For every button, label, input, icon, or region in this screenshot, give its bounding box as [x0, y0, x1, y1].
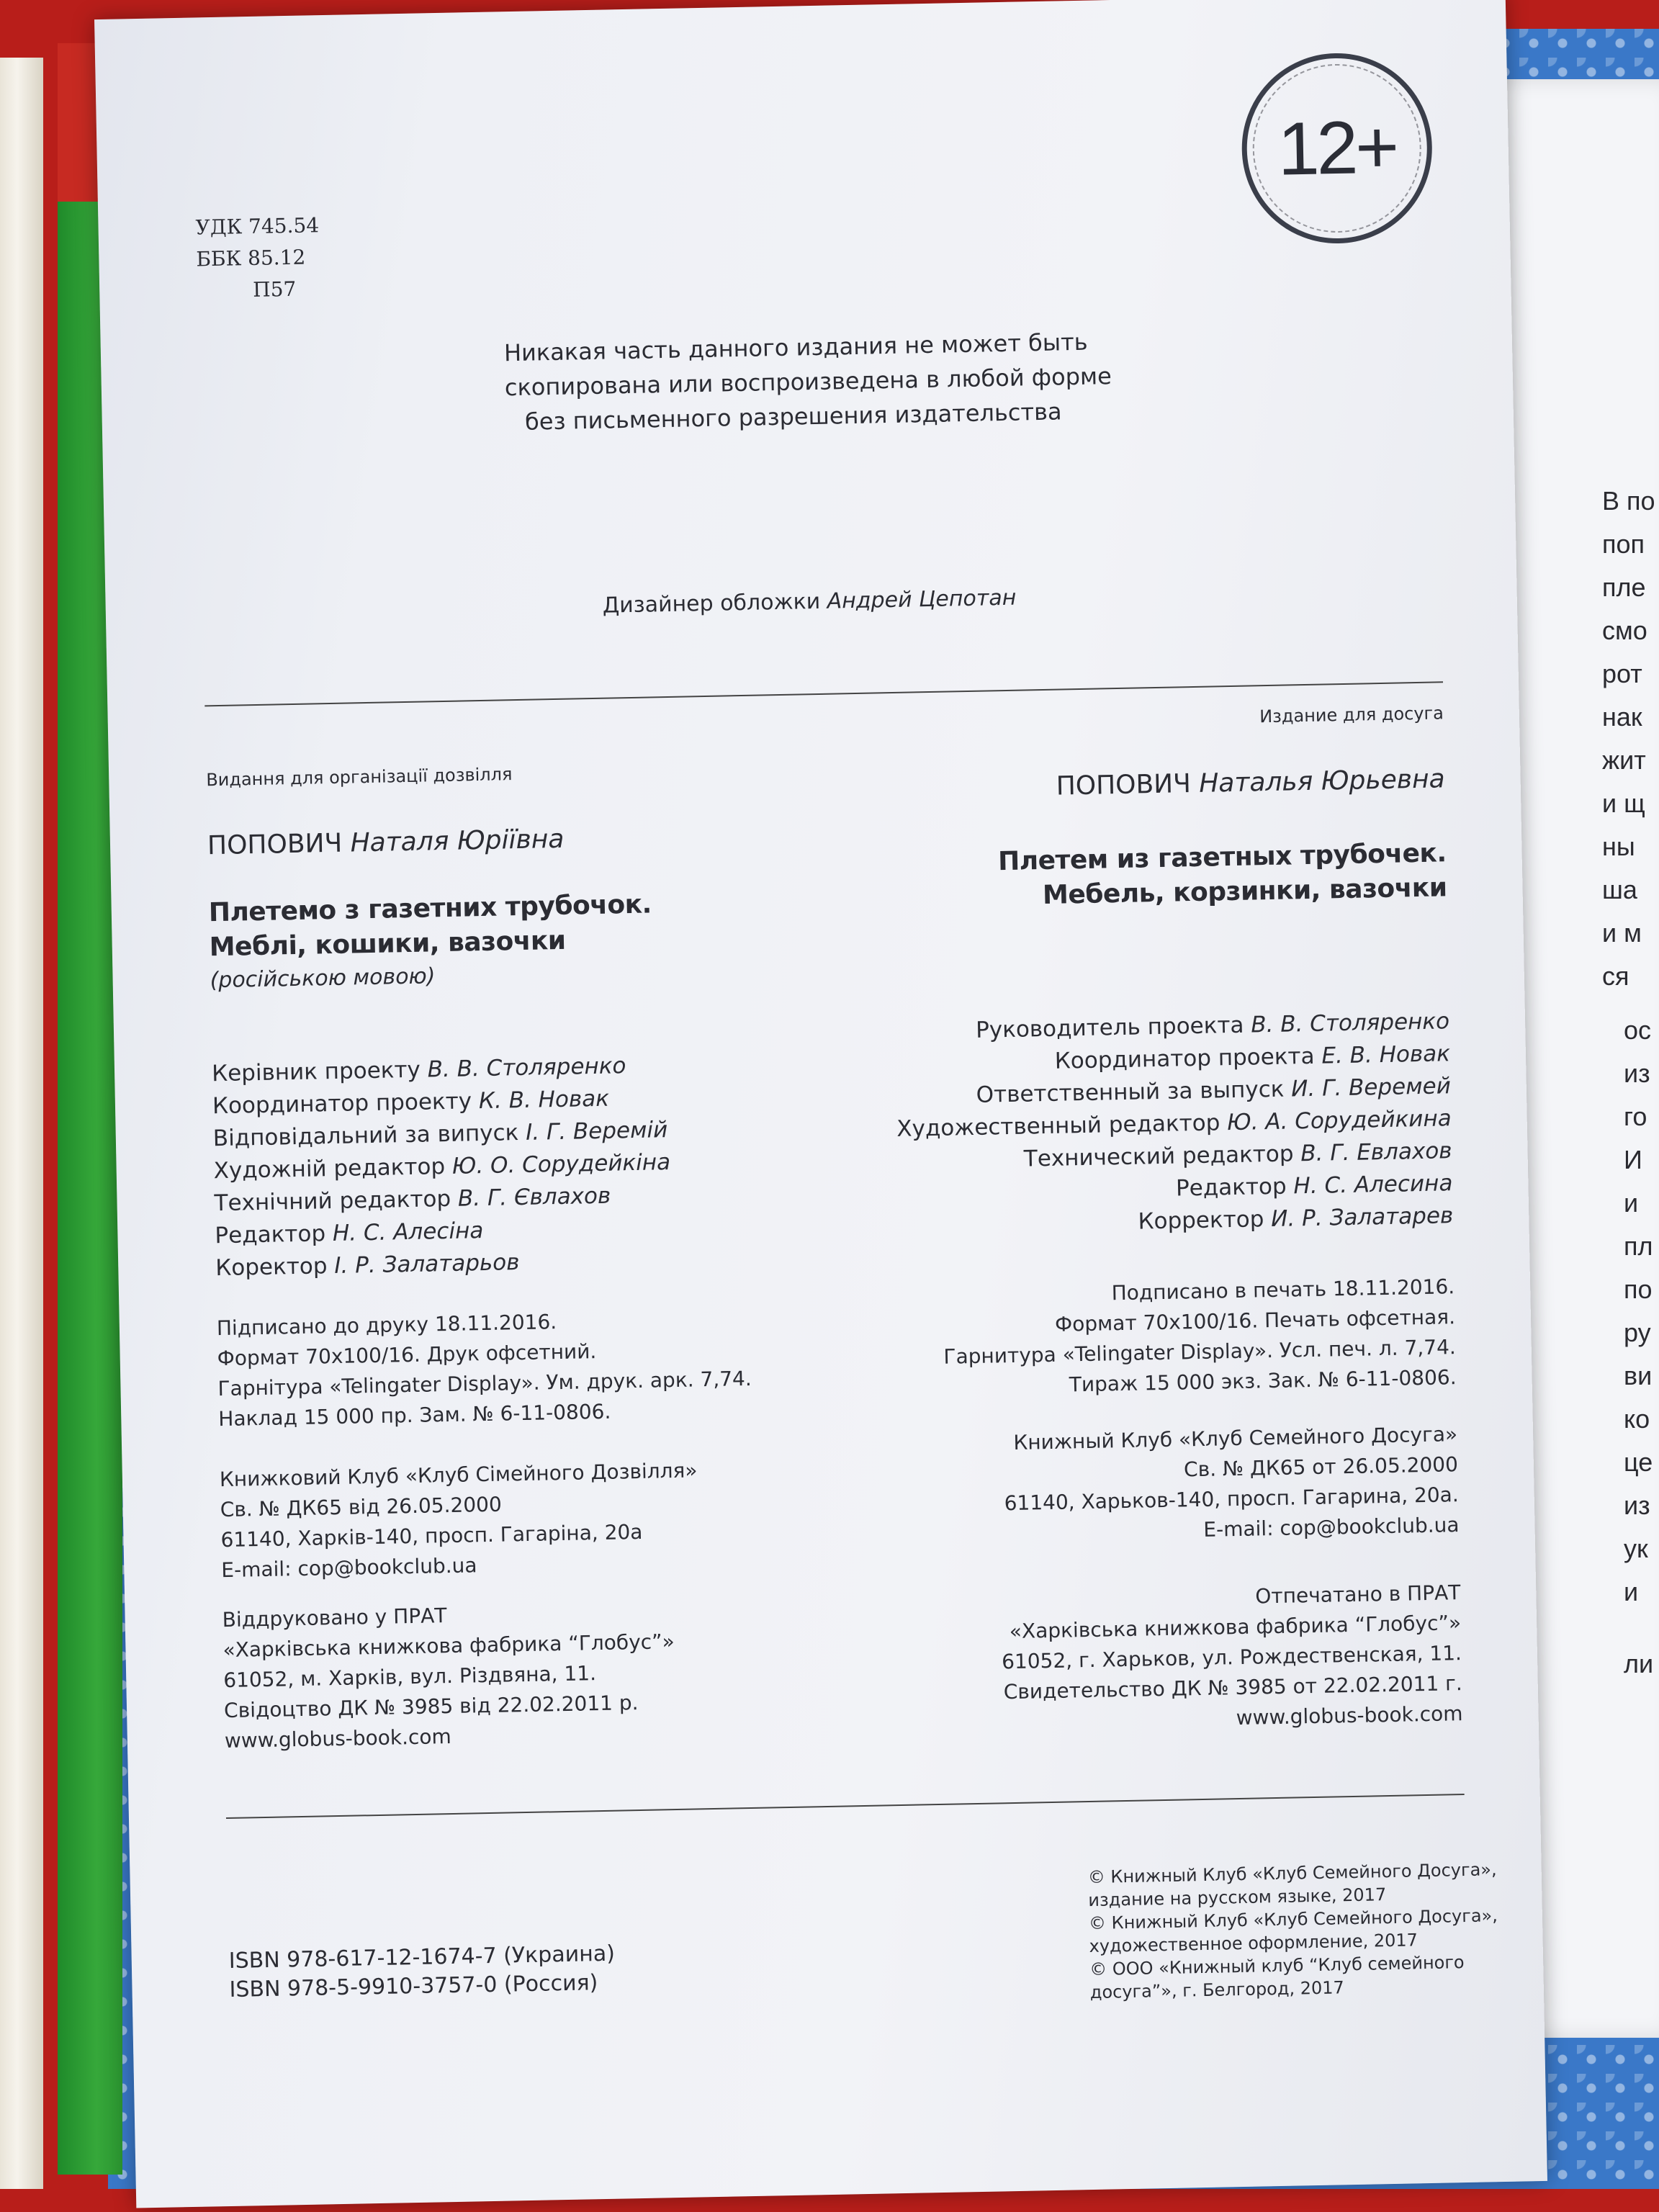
facing-page-text-fragment: И: [1624, 1145, 1642, 1174]
printer-line: 61052, м. Харків, вул. Різдвяна, 11.: [222, 1661, 597, 1693]
crew-role: Руководитель проекта: [975, 1012, 1244, 1043]
crew-name: В. Г. Євлахов: [457, 1182, 611, 1212]
facing-page-text-fragment: ша: [1602, 875, 1637, 904]
ua-publisher: [220, 1455, 700, 1586]
notice-line: без письменного разрешения издательства: [524, 397, 1062, 436]
publisher-line: Книжный Клуб «Клуб Семейного Досуга»: [1013, 1422, 1458, 1455]
facing-page-text-fragment: ли: [1624, 1649, 1654, 1678]
crew-role: Коректор: [215, 1253, 328, 1282]
copyright-line: © ООО «Книжный клуб “Клуб семейного: [1089, 1952, 1465, 1980]
crew-role: Редактор: [1175, 1173, 1287, 1202]
printer-line: Віддруковано у ПРАТ: [222, 1604, 447, 1632]
facing-page-text-fragment: пл: [1624, 1231, 1653, 1261]
bbk-code: ББК 85.12: [196, 245, 306, 271]
crew-name: В. Г. Евлахов: [1300, 1138, 1452, 1167]
facing-page-text-fragment: из: [1624, 1491, 1650, 1520]
ua-author: ПОПОВИЧ Наталя Юріївна: [207, 824, 565, 861]
age-rating: 12+: [1277, 104, 1398, 192]
divider-bottom: [226, 1794, 1465, 1819]
facing-page-text-fragment: жит: [1602, 745, 1646, 775]
crew-role: Координатор проекту: [212, 1088, 472, 1120]
facing-page-text-fragment: ви: [1624, 1361, 1653, 1390]
crew-name: Е. В. Новак: [1321, 1040, 1451, 1069]
facing-page-text-fragment: це: [1624, 1447, 1653, 1477]
printer-line: www.globus-book.com: [224, 1725, 452, 1753]
facing-page-text-fragment: и щ: [1602, 788, 1645, 818]
copyright-notice: [503, 325, 1112, 439]
facing-page-text-fragment: рот: [1602, 659, 1642, 688]
facing-page-text-fragment: ру: [1624, 1318, 1651, 1347]
printer-line: «Харківська книжкова фабрика “Глобус”»: [222, 1629, 675, 1663]
crew-role: Технічний редактор: [214, 1185, 451, 1217]
crew-role: Ответственный за выпуск: [976, 1076, 1285, 1108]
facing-page-text-fragment: В по: [1602, 486, 1655, 516]
publisher-line: 61140, Харків-140, просп. Гагаріна, 20а: [220, 1519, 643, 1552]
facing-page-text-fragment: и м: [1602, 918, 1642, 948]
print-info-line: Гарнітура «Telingater Display». Ум. друк. арк. 7,74.: [217, 1366, 752, 1401]
crew-role: Редактор: [215, 1220, 326, 1249]
crew-name: И. Г. Веремей: [1290, 1073, 1452, 1102]
crew-role: Відповідальний за випуск: [212, 1120, 519, 1152]
print-info-line: Формат 70х100/16. Печать офсетная.: [1054, 1305, 1456, 1336]
copyright-line: досуга”», г. Белгород, 2017: [1089, 1977, 1345, 2003]
print-info-line: Тираж 15 000 экз. Зак. № 6-11-0806.: [1069, 1365, 1457, 1397]
printer-line: Свідоцтво ДК № 3985 від 22.02.2011 р.: [223, 1691, 639, 1723]
crew-role: Технический редактор: [1023, 1141, 1294, 1172]
facing-page-text-fragment: и: [1624, 1577, 1639, 1606]
crew-name: Н. С. Алесіна: [332, 1218, 484, 1247]
crew-name: І. Р. Залатарьов: [333, 1249, 520, 1280]
ru-edition-type: Издание для досуга: [1259, 703, 1444, 727]
isbn-block: [228, 1940, 616, 2005]
publisher-line: E-mail: cop@bookclub.ua: [221, 1553, 477, 1583]
book-page-stack: [0, 58, 43, 2189]
ua-crew-list: [212, 1049, 673, 1285]
isbn-ukraine: ISBN 978-617-12-1674-7 (Украина): [228, 1941, 616, 1974]
notice-line: Никакая часть данного издания не может быть: [503, 328, 1088, 367]
publisher-line: Св. № ДК65 від 26.05.2000: [220, 1492, 503, 1522]
facing-page-text-fragment: поп: [1602, 529, 1645, 559]
copyright-block: [1087, 1858, 1498, 2004]
print-info-line: Підписано до друку 18.11.2016.: [216, 1310, 557, 1341]
ua-print-info: [217, 1303, 752, 1434]
crew-role: Керівник проекту: [211, 1056, 421, 1087]
printer-line: «Харківська книжкова фабрика “Глобус”»: [1009, 1611, 1462, 1644]
crew-name: В. В. Столяренко: [427, 1053, 626, 1083]
crew-name: І. Г. Веремій: [525, 1117, 668, 1146]
publisher-line: 61140, Харьков-140, просп. Гагарина, 20а.: [1004, 1483, 1459, 1516]
age-rating-stamp: [1240, 51, 1434, 245]
ru-title: Плетем из газетных трубочек. Мебель, корзинки, вазочки: [997, 838, 1447, 911]
udk-block: [195, 210, 320, 307]
author-mark: П57: [252, 276, 297, 302]
facing-page-text-fragment: по: [1624, 1274, 1653, 1304]
udk-code: УДК 745.54: [195, 213, 320, 240]
printer-line: 61052, г. Харьков, ул. Рождественская, 11.: [1001, 1641, 1462, 1674]
facing-page-text-fragment: го: [1624, 1102, 1647, 1131]
cover-designer: [602, 585, 1016, 619]
printer-line: www.globus-book.com: [1236, 1701, 1463, 1730]
copyright-line: художественное оформление, 2017: [1089, 1930, 1419, 1957]
facing-page-text-fragment: ся: [1602, 961, 1629, 991]
crew-name: И. Р. Залатарев: [1270, 1202, 1454, 1233]
ru-printer: [1000, 1578, 1463, 1737]
facing-page-text-fragment: ко: [1624, 1404, 1650, 1434]
designer-label: Дизайнер обложки: [602, 588, 821, 619]
ua-edition-type: Видання для організації дозвілля: [206, 764, 513, 791]
facing-page-text-fragment: нак: [1602, 702, 1642, 732]
ru-publisher: [1003, 1419, 1460, 1549]
publisher-line: Книжковий Клуб «Клуб Сімейного Дозвілля»: [219, 1458, 698, 1492]
crew-role: Корректор: [1138, 1206, 1264, 1235]
facing-page-text-fragment: и: [1624, 1188, 1639, 1218]
copyright-line: © Книжный Клуб «Клуб Семейного Досуга»,: [1087, 1859, 1497, 1888]
ru-print-info: [942, 1272, 1457, 1403]
print-info-line: Формат 70х100/16. Друк офсетний.: [217, 1339, 597, 1371]
print-info-line: Гарнитура «Telingater Display». Усл. печ. л. 7,74.: [943, 1335, 1457, 1369]
ua-printer: [222, 1596, 676, 1756]
notice-line: скопирована или воспроизведена в любой форме: [504, 362, 1112, 402]
crew-name: В. В. Столяренко: [1250, 1008, 1450, 1038]
crew-name: К. В. Новак: [478, 1085, 610, 1115]
crew-role: Художній редактор: [213, 1154, 446, 1184]
designer-name: Андрей Цепотан: [827, 585, 1017, 614]
divider-top: [204, 681, 1443, 706]
print-info-line: Подписано в печать 18.11.2016.: [1111, 1274, 1455, 1305]
facing-page-text-fragment: ук: [1624, 1534, 1648, 1563]
copyright-line: © Книжный Клуб «Клуб Семейного Досуга»,: [1088, 1905, 1498, 1934]
printer-line: Отпечатано в ПРАТ: [1255, 1581, 1461, 1609]
facing-page-text-fragment: ны: [1602, 832, 1635, 861]
ru-author: ПОПОВИЧ Наталья Юрьевна: [1056, 764, 1445, 801]
isbn-russia: ISBN 978-5-9910-3757-0 (Россия): [229, 1970, 598, 2002]
ru-crew-list: [894, 1005, 1453, 1243]
imprint-page: [94, 0, 1547, 2208]
copyright-line: издание на русском языке, 2017: [1088, 1884, 1387, 1911]
facing-page-text-fragment: ос: [1624, 1015, 1652, 1045]
facing-page-text-fragment: пле: [1602, 572, 1646, 602]
crew-name: Ю. А. Сорудейкина: [1226, 1105, 1452, 1136]
facing-page-text-fragment: из: [1624, 1058, 1650, 1088]
crew-name: Ю. О. Сорудейкіна: [451, 1149, 671, 1179]
crew-role: Координатор проекта: [1054, 1043, 1315, 1074]
ua-title: Плетемо з газетних трубочок. Меблі, кошики, вазочки: [208, 889, 652, 963]
ua-language-note: (російською мовою): [210, 963, 436, 994]
printer-line: Свидетельство ДК № 3985 от 22.02.2011 г.: [1003, 1671, 1463, 1704]
publisher-line: E-mail: cop@bookclub.ua: [1203, 1513, 1460, 1542]
publisher-line: Св. № ДК65 от 26.05.2000: [1183, 1452, 1459, 1482]
print-info-line: Наклад 15 000 пр. Зам. № 6-11-0806.: [218, 1399, 611, 1431]
facing-page-text-fragment: смо: [1602, 616, 1647, 645]
crew-name: Н. С. Алесина: [1293, 1170, 1453, 1200]
crew-role: Художественный редактор: [896, 1110, 1220, 1142]
